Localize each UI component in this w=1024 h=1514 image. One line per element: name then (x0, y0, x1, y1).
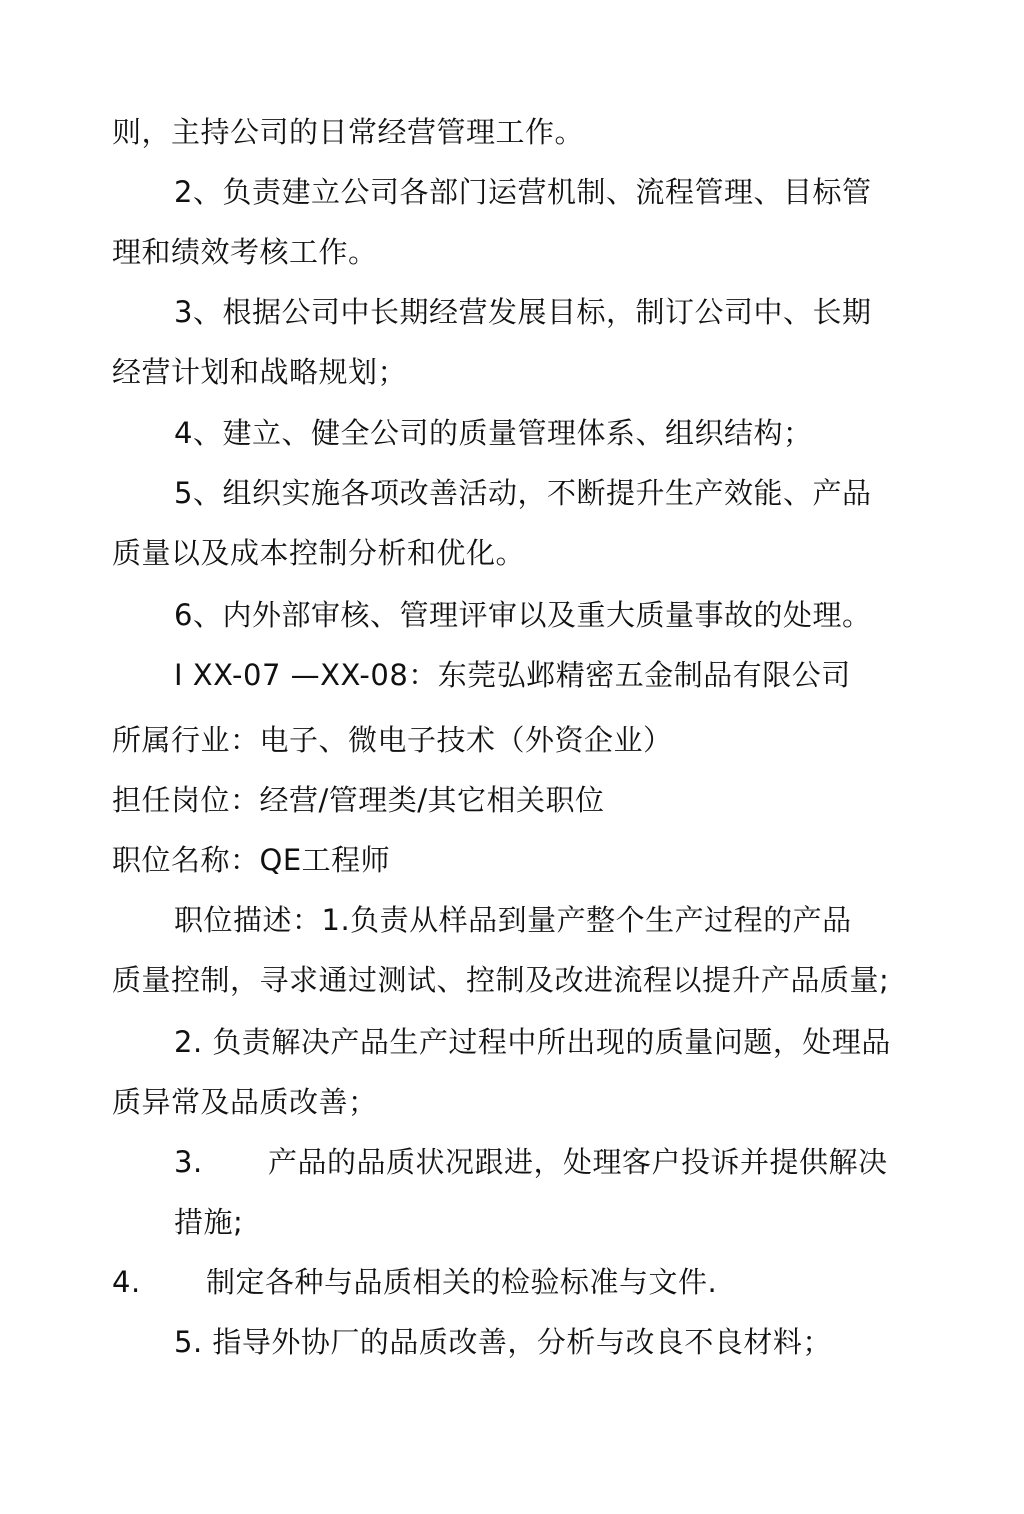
text-line-15: 质量控制，寻求通过测试、控制及改进流程以提升产品质量; (112, 963, 890, 997)
list-number-3: 3. (174, 1145, 203, 1179)
list-number-4: 4. (112, 1265, 141, 1299)
text-line-13: 职位名称：QE工程师 (112, 843, 391, 877)
text-line-21: 5. 指导外协厂的品质改善，分析与改良不良材料； (174, 1325, 832, 1359)
text-line-12: 担任岗位：经营/管理类/其它相关职位 (112, 783, 605, 817)
text-line-19: 措施; (174, 1205, 244, 1239)
text-line-16: 2. 负责解决产品生产过程中所出现的质量问题，处理品 (174, 1025, 891, 1059)
text-line-14: 职位描述：1.负责从样品到量产整个生产过程的产品 (174, 903, 852, 937)
text-line-11: 所属行业：电子、微电子技术（外资企业） (112, 723, 673, 757)
text-line-6: 4、建立、健全公司的质量管理体系、组织结构； (174, 416, 813, 450)
text-line-17: 质异常及品质改善； (112, 1085, 378, 1119)
text-line-1: 则，主持公司的日常经营管理工作。 (112, 115, 585, 149)
text-line-4: 3、根据公司中长期经营发展目标，制订公司中、长期 (174, 295, 872, 329)
text-line-10: I XX-07 —XX-08：东莞弘邺精密五金制品有限公司 (174, 658, 851, 692)
text-line-5: 经营计划和战略规划； (112, 355, 408, 389)
text-line-3: 理和绩效考核工作。 (112, 235, 378, 269)
text-line-18: 产品的品质状况跟进，处理客户投诉并提供解决 (268, 1145, 888, 1179)
text-line-9: 6、内外部审核、管理评审以及重大质量事故的处理。 (174, 598, 872, 632)
text-line-7: 5、组织实施各项改善活动，不断提升生产效能、产品 (174, 476, 872, 510)
text-line-8: 质量以及成本控制分析和优化。 (112, 536, 526, 570)
text-line-2: 2、负责建立公司各部门运营机制、流程管理、目标管 (174, 175, 872, 209)
text-line-20: 制定各种与品质相关的检验标准与文件. (206, 1265, 718, 1299)
